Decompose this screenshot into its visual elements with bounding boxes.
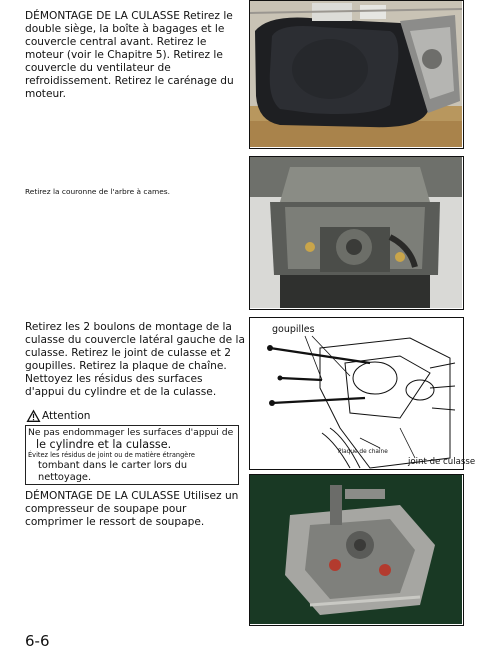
engine-cover-photo <box>249 0 464 149</box>
gasket-dowels-diagram <box>249 317 476 470</box>
step1-text: DÉMONTAGE DE LA CULASSE Retirez le double siège, la boîte à bagages et le couvercle central avant. Retirez le moteur (voir le Chapitre 5). Retirez le couvercle du ventilateur de refroidissement. Retirez le carénage du moteur. <box>25 10 234 100</box>
attention-heading <box>27 410 90 422</box>
dowels-label: goupilles <box>272 324 315 335</box>
attention-line-3: Évitez les résidus de joint ou de matière étrangère <box>28 451 195 459</box>
attention-line-5: nettoyage. <box>38 472 92 483</box>
attention-box <box>25 425 239 485</box>
valve-compressor-photo <box>249 474 464 626</box>
attention-line-1: Ne pas endommager les surfaces d'appui de <box>28 427 234 438</box>
step3-text: Retirez les 2 boulons de montage de la culasse du couvercle latéral gauche de la culasse. Retirez le joint de culasse et 2 goupilles. Retirez la plaque de chaîne. Nettoyez les résidus des surfaces d'appui du cylindre et de la culasse. <box>25 321 245 398</box>
gasket-label: joint de culasse <box>408 457 476 467</box>
page-number: 6-6 <box>25 632 50 650</box>
camshaft-sprocket-photo <box>249 156 464 310</box>
attention-line-4: tombant dans le carter lors du <box>38 460 188 471</box>
chain-plate-label: Plaque de chaîne <box>338 449 388 455</box>
warning-triangle-icon <box>27 410 40 422</box>
attention-line-2: le cylindre et la culasse. <box>36 438 172 451</box>
step4-text: DÉMONTAGE DE LA CULASSE Utilisez un compresseur de soupape pour comprimer le ressort de soupape. <box>25 490 239 528</box>
step2-text: Retirez la couronne de l'arbre à cames. <box>25 187 170 196</box>
attention-title: Attention <box>42 410 91 422</box>
